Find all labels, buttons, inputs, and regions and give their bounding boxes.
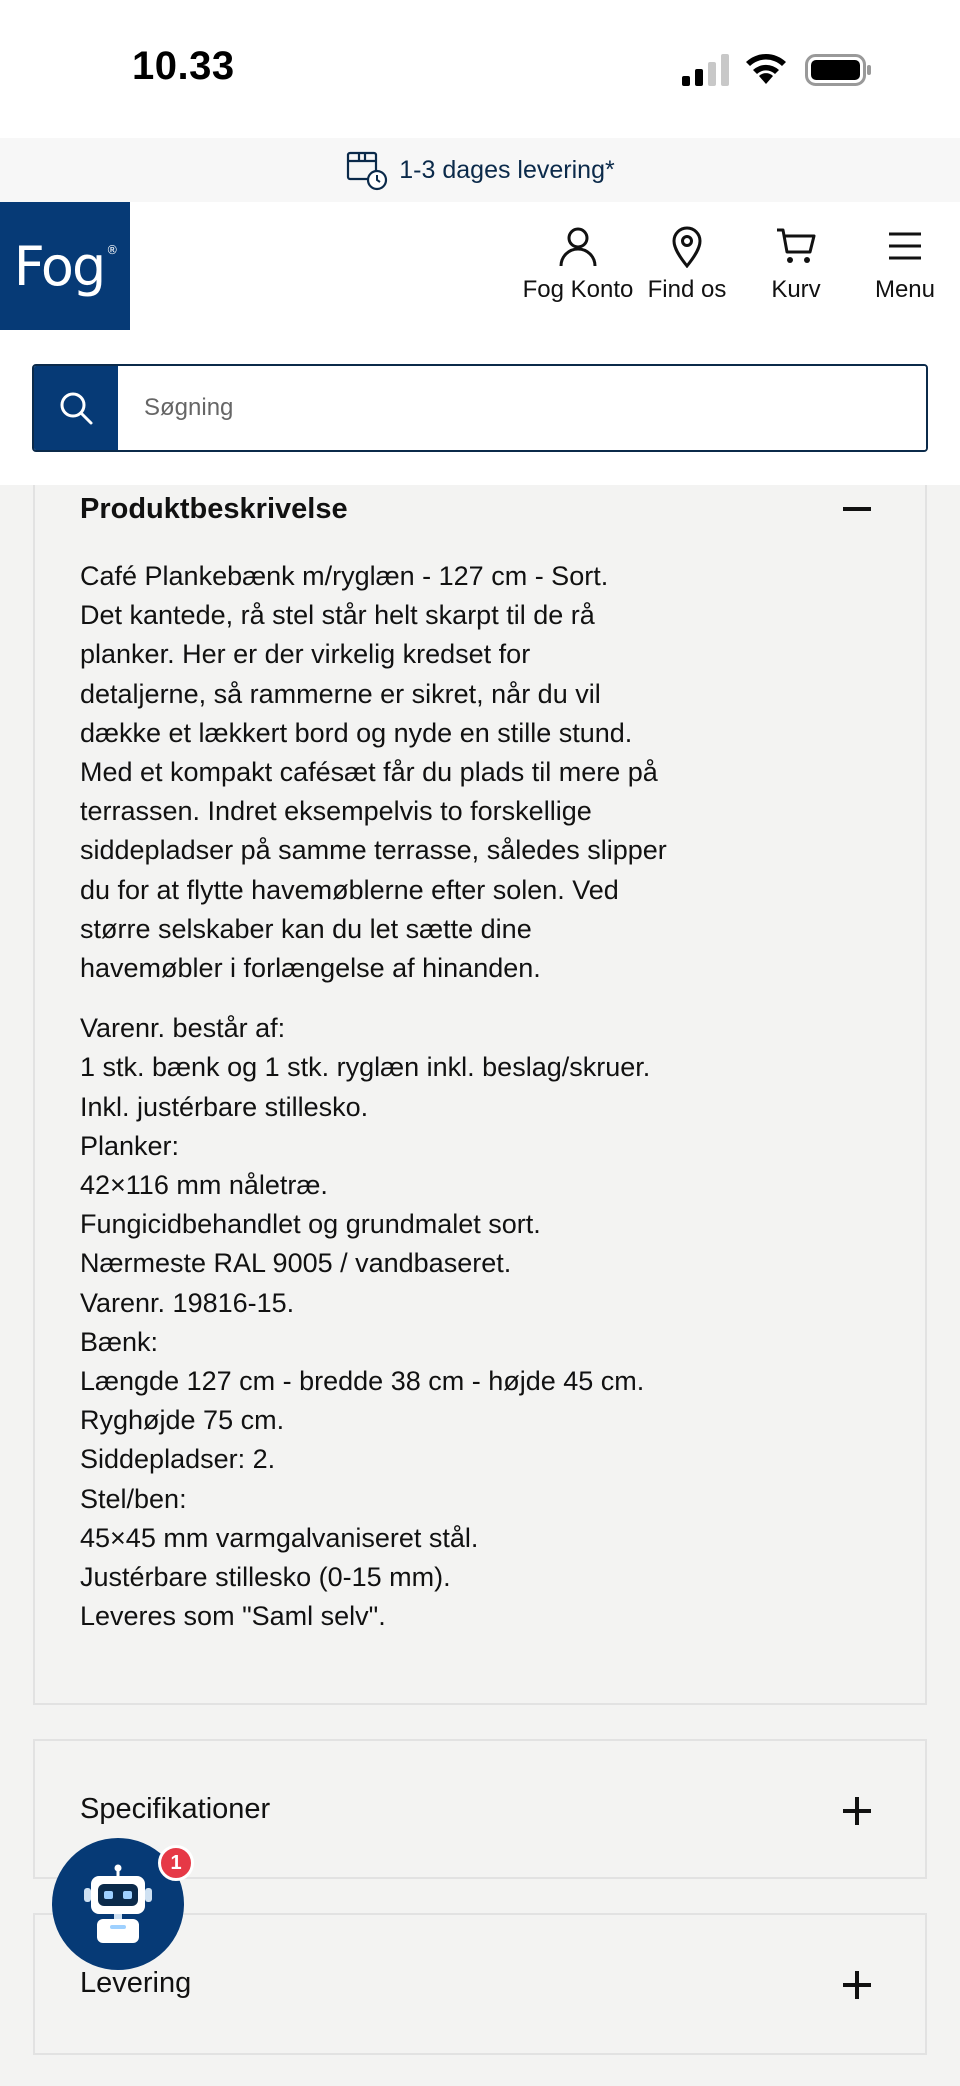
hamburger-menu-icon [883,224,927,268]
nav-fog-konto[interactable] [518,224,638,304]
delivery-banner [0,138,960,202]
delivery-text: 1-3 dages levering* [399,155,615,184]
nav-label: Kurv [771,276,821,303]
status-time: 10.33 [132,44,235,88]
nav-label: Menu [874,276,936,303]
expand-plus-icon[interactable] [843,1797,871,1825]
description-specs: Varenr. består af: 1 stk. bænk og 1 stk. ryglæn inkl. beslag/skruer. Inkl. justérbare stillesko. Planker: 42×116 mm nåletræ. Fungicidbehandlet og grundmalet sort. Nærmeste RAL 9005 / vandbaseret. Varenr. 19816-15. Bænk: Længde 127 cm - bredde 38 cm - højde 45 cm. Ryghøjde 75 cm. Siddepladser: 2. Stel/ben: 45×45 mm varmgalvaniseret stål. Justérbare stillesko (0-15 mm). Leveres som "Saml selv". [80,1013,651,1632]
expand-plus-icon[interactable] [843,1971,871,1999]
search-bar [32,364,928,452]
nav-label: Fog Konto [522,276,634,303]
nav-label: Find os [647,276,727,303]
panel-title-levering: Levering [80,1967,192,1999]
search-input[interactable] [118,366,926,450]
description-body [80,557,760,1636]
delivery-box-clock-icon [345,148,389,192]
logo-text: Fog [13,234,105,298]
notification-badge: 1 [158,1845,194,1881]
cellular-signal-icon [680,54,730,86]
battery-icon [805,54,873,86]
site-header [0,202,960,330]
search-area [0,330,960,485]
search-button[interactable] [34,366,118,450]
panel-title-produktbeskrivelse: Produktbeskrivelse [80,493,348,525]
user-icon [556,224,600,268]
location-pin-icon [665,224,709,268]
panel-title-specifikationer: Specifikationer [80,1793,271,1825]
robot-icon [81,1864,155,1944]
description-paragraph: Café Plankebænk m/ryglæn - 127 cm - Sort. Det kantede, rå stel står helt skarpt til de rå planker. Her er der virkelig kredset for detaljerne, så rammerne er sikret, når du vil dække et lækkert bord og nyde en stille stund. Med et kompakt cafésæt får du plads til mere på terrassen. Indret eksempelvis to forskellige siddepladser på samme terrasse, således slipper du for at flytte havemøblerne efter solen. Ved større selskaber kan du let sætte dine havemøbler i forlængelse af hinanden. [80,561,667,984]
product-description-panel [33,485,927,1705]
collapse-minus-icon[interactable] [843,495,871,523]
nav-kurv[interactable] [736,224,856,304]
nav-find-os[interactable] [627,224,747,304]
cart-icon [774,224,818,268]
nav-menu[interactable] [845,224,960,304]
search-icon [57,389,95,427]
status-bar [0,0,960,138]
wifi-icon [745,50,787,86]
fog-logo[interactable]: Fog ® [0,202,130,330]
